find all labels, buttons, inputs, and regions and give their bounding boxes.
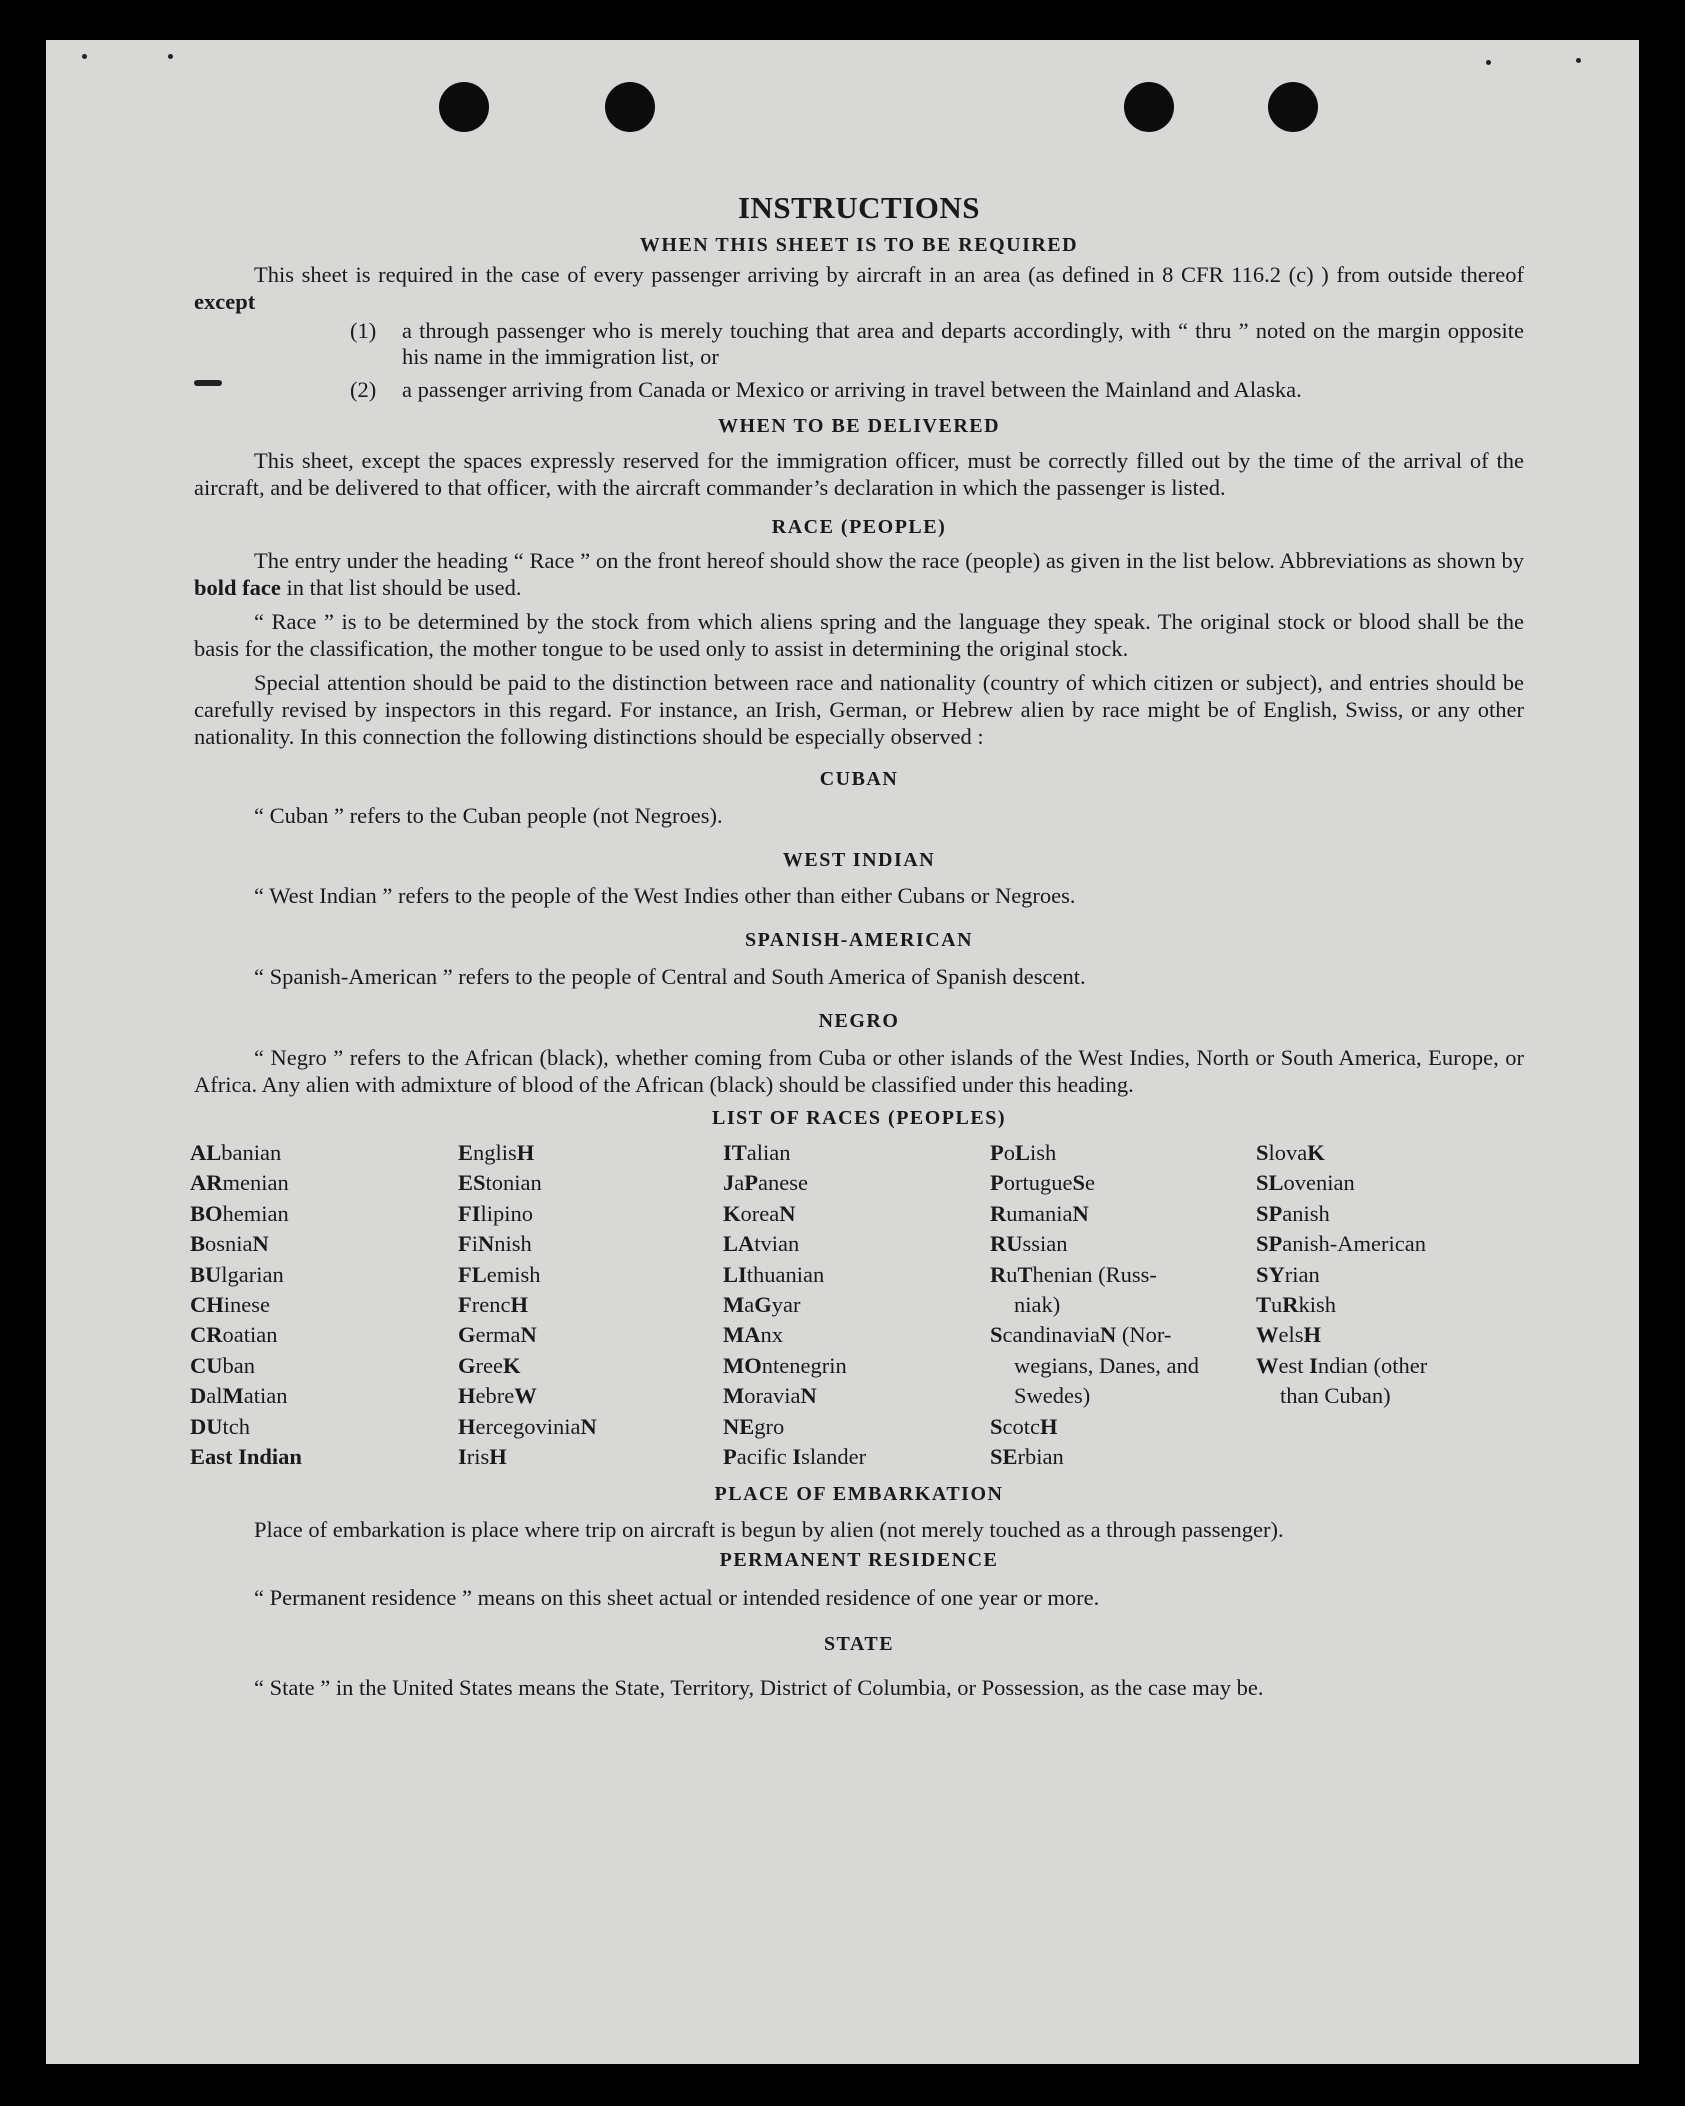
- race-abbreviation: AR: [190, 1170, 223, 1196]
- race-abbreviation: N: [1099, 1322, 1117, 1348]
- race-abbreviation: H: [458, 1413, 476, 1439]
- race-entry: [1256, 1199, 1496, 1229]
- race-abbreviation: FI: [458, 1200, 481, 1226]
- heading-race: RACE (PEOPLE): [771, 516, 947, 538]
- race-text-continued: niak): [1014, 1292, 1061, 1318]
- race-text: nglis: [473, 1140, 517, 1165]
- race-text: banian: [221, 1140, 282, 1165]
- race-abbreviation: NE: [723, 1413, 755, 1439]
- race-text: yar: [771, 1292, 801, 1318]
- race-text: emish: [486, 1261, 541, 1287]
- race-abbreviation: N: [1072, 1200, 1089, 1226]
- race-text: ndian (other: [1317, 1352, 1428, 1378]
- race-text-continued: than Cuban): [1280, 1383, 1391, 1409]
- exception-item-2: [350, 377, 1524, 403]
- intro-except: except: [194, 289, 256, 314]
- race-text: ntenegrin: [761, 1352, 847, 1378]
- race-abbreviation: N: [580, 1413, 597, 1439]
- race-abbreviation: CR: [190, 1322, 223, 1348]
- race-abbreviation: K: [502, 1352, 521, 1378]
- race-abbreviation: I: [792, 1444, 802, 1470]
- race-text: tonian: [485, 1170, 542, 1196]
- speck: [1576, 58, 1581, 63]
- race-text: ris: [466, 1444, 490, 1470]
- race-abbreviation: N: [478, 1231, 495, 1257]
- race-text: rbian: [1017, 1444, 1064, 1470]
- race-text: nx: [760, 1322, 783, 1348]
- race-abbreviation: H: [458, 1383, 476, 1409]
- spanish-american-text: “ Spanish-American ” refers to the people of Central and South America of Spanish descent.: [254, 964, 1086, 989]
- races-column: [723, 1138, 990, 1472]
- exception-item-1: [350, 318, 1524, 370]
- race-abbreviation: P: [723, 1444, 737, 1470]
- race-text: anese: [758, 1170, 808, 1196]
- race-entry: [723, 1320, 990, 1350]
- race-entry: [458, 1260, 723, 1290]
- race-abbreviation: W: [514, 1383, 537, 1409]
- race-entry: [190, 1199, 458, 1229]
- race-text: ebre: [475, 1383, 515, 1409]
- item-text: a passenger arriving from Canada or Mexico or arriving in travel between the Mainland and Alaska.: [402, 377, 1302, 402]
- race-entry: [723, 1351, 990, 1381]
- races-column: [458, 1138, 723, 1472]
- race-text: ovenian: [1283, 1170, 1355, 1196]
- negro-text: “ Negro ” refers to the African (black), whether coming from Cuba or other islands of the West Indies, North or South America, Europe, or Africa. Any alien with admixture of blood of the African (black) should be classified under this heading.: [194, 1045, 1524, 1097]
- race-abbreviation: SY: [1256, 1261, 1285, 1287]
- race-text: al: [206, 1383, 223, 1409]
- race-entry: [1256, 1290, 1496, 1320]
- race-entry: [190, 1168, 458, 1198]
- race-entry: [723, 1260, 990, 1290]
- race-text: e: [1085, 1170, 1095, 1196]
- race-abbreviation: IT: [723, 1140, 747, 1165]
- race-abbreviation: S: [990, 1413, 1003, 1439]
- punch-hole: [1268, 82, 1318, 132]
- race-entry: [190, 1290, 458, 1320]
- race-text: alian: [746, 1140, 791, 1165]
- race-abbreviation: P: [990, 1170, 1004, 1196]
- race-text: oatian: [222, 1322, 278, 1348]
- race-abbreviation: G: [458, 1352, 476, 1378]
- permanent-residence-text: “ Permanent residence ” means on this sheet actual or intended residence of one year or more.: [254, 1585, 1100, 1611]
- race-entry: [990, 1442, 1256, 1472]
- race-text: nish: [494, 1231, 532, 1257]
- race-abbreviation: MO: [723, 1352, 762, 1378]
- race-abbreviation: K: [723, 1200, 741, 1226]
- race-abbreviation: SP: [1256, 1200, 1283, 1226]
- document-sheet: [46, 40, 1639, 2064]
- race-abbreviation: East Indian: [190, 1444, 302, 1470]
- race-entry: [190, 1320, 458, 1350]
- when-required-intro: [194, 261, 1524, 315]
- item-number: (1): [350, 318, 377, 343]
- race-abbreviation: H: [1303, 1322, 1322, 1348]
- race-text-continued: wegians, Danes, and Swedes): [1014, 1352, 1199, 1409]
- race-text: lova: [1268, 1140, 1308, 1165]
- race-entry: [190, 1138, 458, 1168]
- race-abbreviation: RU: [990, 1231, 1023, 1257]
- race-abbreviation: G: [458, 1322, 476, 1348]
- embarkation-text: Place of embarkation is place where trip on aircraft is begun by alien (not merely touched as a through passenger).: [254, 1517, 1284, 1543]
- race-abbreviation: SE: [990, 1444, 1018, 1470]
- race-text: ercegovinia: [475, 1413, 581, 1439]
- race-text: a: [744, 1292, 755, 1318]
- race-abbreviation: R: [1282, 1292, 1299, 1318]
- race-abbreviation: LI: [723, 1261, 747, 1287]
- race-text: ssian: [1022, 1231, 1068, 1257]
- race-text: ortugue: [1003, 1170, 1073, 1196]
- race-text: u: [1006, 1261, 1018, 1287]
- race-abbreviation: AL: [190, 1140, 222, 1165]
- race-abbreviation: CH: [190, 1292, 224, 1318]
- race-abbreviation: F: [458, 1292, 472, 1318]
- race-abbreviation: DU: [190, 1413, 223, 1439]
- race-entry: [190, 1260, 458, 1290]
- race-entry: [190, 1442, 458, 1472]
- race-abbreviation: FL: [458, 1261, 487, 1287]
- race-abbreviation: R: [990, 1261, 1007, 1287]
- race-text: menian: [222, 1170, 289, 1196]
- race-text: est: [1278, 1352, 1310, 1378]
- race-entry: [458, 1381, 723, 1411]
- race-entry: [990, 1168, 1256, 1198]
- race-text: a: [734, 1170, 745, 1196]
- race-entry: [990, 1229, 1256, 1259]
- race-entry: [723, 1442, 990, 1472]
- race-text: oravia: [744, 1383, 801, 1409]
- punch-hole: [439, 82, 489, 132]
- when-delivered-text: This sheet, except the spaces expressly reserved for the immigration officer, must be correctly filled out by the time of the arrival of the aircraft, and be delivered to that officer, with the aircraft commander’s declaration in which the passenger is listed.: [194, 448, 1524, 500]
- instructions-content: [190, 190, 1524, 1706]
- race-abbreviation: K: [1307, 1140, 1325, 1165]
- race-entry: [190, 1381, 458, 1411]
- race-text: in that list should be used.: [280, 575, 522, 600]
- race-entry: [190, 1229, 458, 1259]
- race-abbreviation: M: [723, 1383, 745, 1409]
- heading-when-delivered: WHEN TO BE DELIVERED: [717, 415, 1001, 437]
- race-entry: [723, 1229, 990, 1259]
- race-text: tvian: [754, 1231, 800, 1257]
- race-entry: [458, 1290, 723, 1320]
- race-entry: [458, 1442, 723, 1472]
- race-abbreviation: CU: [190, 1352, 223, 1378]
- cuban-text: “ Cuban ” refers to the Cuban people (not Negroes).: [254, 803, 723, 828]
- race-text: umania: [1006, 1200, 1073, 1226]
- race-entry: [1256, 1138, 1496, 1168]
- speck: [82, 54, 87, 59]
- races-column: [990, 1138, 1256, 1472]
- race-entry: [990, 1412, 1256, 1442]
- race-abbreviation: BO: [190, 1200, 223, 1226]
- race-text: ish: [1030, 1140, 1057, 1165]
- race-abbreviation: M: [222, 1383, 244, 1409]
- race-abbreviation: N: [520, 1322, 537, 1348]
- race-abbreviation: S: [1256, 1140, 1269, 1165]
- race-entry: [458, 1412, 723, 1442]
- race-entry: [723, 1412, 990, 1442]
- race-abbreviation: T: [1256, 1292, 1272, 1318]
- intro-text: This sheet is required in the case of every passenger arriving by aircraft in an area (as defined in 8 CFR 116.2 (c) ) from outside thereof: [254, 262, 1524, 287]
- page-title: INSTRUCTIONS: [737, 190, 980, 225]
- race-abbreviation: J: [723, 1170, 735, 1196]
- race-entry: [458, 1199, 723, 1229]
- heading-west-indian: WEST INDIAN: [782, 849, 936, 871]
- race-entry: [990, 1199, 1256, 1229]
- race-abbreviation: W: [1256, 1322, 1279, 1348]
- west-indian-text: “ West Indian ” refers to the people of the West Indies other than either Cubans or Negroes.: [254, 883, 1076, 908]
- race-text: inese: [223, 1292, 270, 1318]
- race-abbreviation: L: [1015, 1140, 1031, 1165]
- race-abbreviation: N: [252, 1231, 269, 1257]
- heading-list-of-races: LIST OF RACES (PEOPLES): [711, 1107, 1006, 1129]
- race-abbreviation: I: [458, 1444, 467, 1470]
- speck: [168, 54, 173, 59]
- race-abbreviation: P: [744, 1170, 758, 1196]
- race-abbreviation: H: [1040, 1413, 1058, 1439]
- race-paragraph-3: Special attention should be paid to the distinction between race and nationality (country of which citizen or subject), and entries should be carefully revised by inspectors in this regard. For instance, an Irish, German, or Hebrew alien by race might be of English, Swiss, or any other nationality. In this connection the following distinctions should be especially observed :: [194, 670, 1524, 749]
- bold-face-term: bold face: [194, 575, 281, 600]
- punch-hole: [605, 82, 655, 132]
- race-entry: [723, 1138, 990, 1168]
- race-text: ban: [222, 1352, 255, 1378]
- race-entry: [1256, 1260, 1496, 1290]
- race-abbreviation: ES: [458, 1170, 486, 1196]
- race-text: kish: [1298, 1292, 1337, 1318]
- race-text: henian (Russ-: [1032, 1261, 1157, 1287]
- race-entry: [723, 1381, 990, 1411]
- races-list: [190, 1138, 1524, 1472]
- race-text: hemian: [222, 1200, 289, 1226]
- punch-hole: [1124, 82, 1174, 132]
- heading-when-required: WHEN THIS SHEET IS TO BE REQUIRED: [639, 234, 1079, 256]
- race-paragraph-2: “ Race ” is to be determined by the stock from which aliens spring and the language they speak. The original stock or blood shall be the basis for the classification, the mother tongue to be used only to assist in determining the original stock.: [194, 609, 1524, 661]
- race-text: atian: [243, 1383, 288, 1409]
- race-text: renc: [471, 1292, 511, 1318]
- race-abbreviation: W: [1256, 1352, 1279, 1378]
- race-text: slander: [801, 1444, 867, 1470]
- race-entry: [1256, 1168, 1496, 1198]
- race-abbreviation: S: [1072, 1170, 1085, 1196]
- race-text: lipino: [480, 1200, 534, 1226]
- race-text: ree: [475, 1352, 503, 1378]
- race-text: gro: [754, 1413, 785, 1439]
- race-abbreviation: SL: [1256, 1170, 1284, 1196]
- race-text: u: [1271, 1292, 1283, 1318]
- race-entry: [723, 1290, 990, 1320]
- race-abbreviation: H: [516, 1140, 535, 1165]
- race-text: erma: [475, 1322, 521, 1348]
- race-text: (Nor-: [1116, 1322, 1172, 1348]
- race-abbreviation: D: [190, 1383, 207, 1409]
- race-text: orea: [740, 1200, 780, 1226]
- race-text: The entry under the heading “ Race ” on the front hereof should show the race (people) as given in the list below. Abbreviations as shown by: [254, 548, 1524, 573]
- race-abbreviation: R: [990, 1200, 1007, 1226]
- item-number: (2): [350, 377, 377, 402]
- race-entry: [1256, 1320, 1496, 1350]
- race-text: candinavia: [1002, 1322, 1100, 1348]
- race-entry: [458, 1229, 723, 1259]
- race-text: osnia: [205, 1231, 253, 1257]
- races-column: [1256, 1138, 1496, 1472]
- race-text: anish: [1282, 1200, 1330, 1226]
- race-abbreviation: M: [723, 1292, 745, 1318]
- race-entry: [990, 1138, 1256, 1168]
- race-abbreviation: N: [779, 1200, 796, 1226]
- race-entry: [723, 1168, 990, 1198]
- race-abbreviation: BU: [190, 1261, 222, 1287]
- races-column: [190, 1138, 458, 1472]
- race-entry: [190, 1351, 458, 1381]
- race-entry: [458, 1168, 723, 1198]
- race-entry: [1256, 1229, 1496, 1259]
- race-entry: [990, 1260, 1256, 1321]
- race-text: anish-American: [1282, 1231, 1426, 1257]
- race-text: els: [1278, 1322, 1304, 1348]
- race-text: thuanian: [746, 1261, 825, 1287]
- race-entry: [723, 1199, 990, 1229]
- heading-negro: NEGRO: [818, 1010, 900, 1032]
- race-abbreviation: MA: [723, 1322, 761, 1348]
- item-text: a through passenger who is merely touching that area and departs accordingly, with “ thru ” noted on the margin opposite his name in the immigration list, or: [402, 318, 1524, 369]
- race-abbreviation: SP: [1256, 1231, 1283, 1257]
- race-text: acific: [736, 1444, 793, 1470]
- race-entry: [458, 1320, 723, 1350]
- race-abbreviation: I: [1309, 1352, 1318, 1378]
- heading-embarkation: PLACE OF EMBARKATION: [714, 1483, 1004, 1506]
- race-paragraph-1: [194, 547, 1524, 601]
- speck: [1486, 60, 1491, 65]
- state-text: “ State ” in the United States means the State, Territory, District of Columbia, or Possession, as the case may be.: [254, 1675, 1264, 1701]
- race-entry: [190, 1412, 458, 1442]
- race-abbreviation: E: [458, 1140, 474, 1165]
- race-abbreviation: T: [1017, 1261, 1033, 1287]
- race-abbreviation: H: [489, 1444, 507, 1470]
- heading-state: STATE: [823, 1633, 895, 1656]
- race-abbreviation: LA: [723, 1231, 755, 1257]
- race-entry: [458, 1351, 723, 1381]
- heading-permanent-residence: PERMANENT RESIDENCE: [719, 1549, 999, 1572]
- race-text: rian: [1284, 1261, 1320, 1287]
- race-abbreviation: S: [990, 1322, 1003, 1348]
- race-abbreviation: F: [458, 1231, 472, 1257]
- race-text: i: [471, 1231, 479, 1257]
- race-text: cotc: [1002, 1413, 1040, 1439]
- heading-cuban: CUBAN: [819, 768, 899, 790]
- race-text: lgarian: [221, 1261, 284, 1287]
- race-entry: [1256, 1351, 1496, 1412]
- heading-spanish-american: SPANISH-AMERICAN: [744, 929, 974, 951]
- race-abbreviation: B: [190, 1231, 206, 1257]
- race-text: o: [1003, 1140, 1015, 1165]
- race-abbreviation: P: [990, 1140, 1004, 1165]
- race-abbreviation: N: [800, 1383, 817, 1409]
- race-text: tch: [222, 1413, 250, 1439]
- race-entry: [990, 1320, 1256, 1411]
- race-entry: [458, 1138, 723, 1168]
- race-abbreviation: G: [754, 1292, 772, 1318]
- race-abbreviation: H: [510, 1292, 528, 1318]
